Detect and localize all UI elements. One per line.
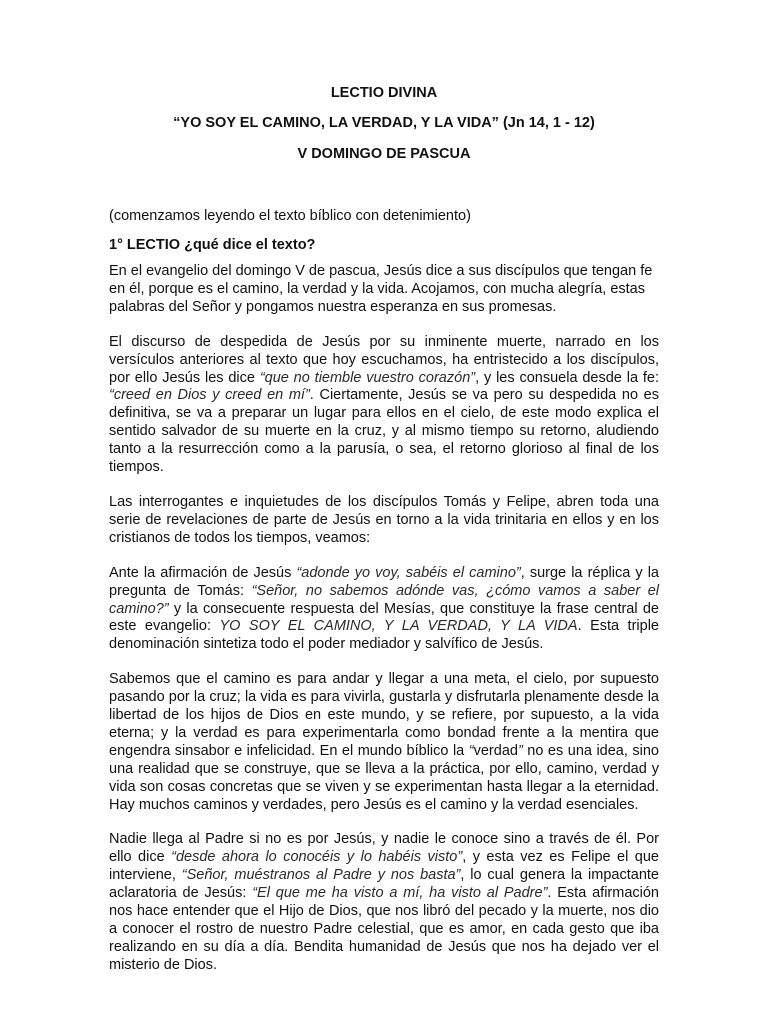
paragraph-5-text-e: no es una idea, sino una realidad que se construye, que se lleva a la práctica, por ello, camino, verdad y vida son cosas concretas que se viven y se experimentan hasta llegar a la eternidad. Hay muchos caminos y verdades, pero Jesús es el camino y la verdad esenciales.: [109, 742, 659, 813]
quote-tomas: “Señor, no sabemos adónde vas, ¿cómo vamos a saber el camino?”: [109, 582, 660, 617]
intro-note: (comenzamos leyendo el texto bíblico con detenimiento): [109, 208, 471, 224]
paragraph-4-text-g: . Esta triple denominación sintetiza todo el poder mediador y salvífico de Jesús.: [109, 618, 659, 653]
paragraph-2: [109, 334, 659, 477]
quote-desde-ahora: “desde ahora lo conocéis y lo habéis visto”: [171, 849, 463, 866]
document-subtitle: “YO SOY EL CAMINO, LA VERDAD, Y LA VIDA” (Jn 14, 1 - 12): [173, 115, 595, 131]
paragraph-6-text-e: , lo cual genera la impactante aclaratoria de Jesús:: [109, 867, 659, 902]
paragraph-4-text-a: Ante la afirmación de Jesús: [109, 564, 297, 581]
paragraph-2-text-c: , y les consuela desde la fe:: [475, 369, 659, 386]
quote-no-tiemble: “que no tiemble vuestro corazón”: [259, 369, 476, 386]
paragraph-6: [109, 831, 659, 974]
paragraph-4: [109, 565, 659, 655]
paragraph-5: [109, 671, 659, 814]
quote-open: “: [468, 742, 474, 759]
paragraph-4-text-e: y la consecuente respuesta del Mesías, que constituye la frase central de este evangelio:: [109, 600, 659, 635]
document-occasion: V DOMINGO DE PASCUA: [297, 146, 471, 162]
section-heading: 1° LECTIO ¿qué dice el texto?: [109, 237, 316, 253]
paragraph-6-text-a: Nadie llega al Padre si no es por Jesús, y nadie le conoce sino a través de él. Por ello dice: [109, 831, 659, 866]
paragraph-6-text-c: , y esta vez es Felipe el que interviene,: [109, 849, 659, 884]
quote-yo-soy-el-camino: YO SOY EL CAMINO, Y LA VERDAD, Y LA VIDA: [219, 618, 578, 635]
paragraph-4-text-c: , surge la réplica y la pregunta de Tomás:: [109, 564, 659, 599]
paragraph-1: En el evangelio del domingo V de pascua, Jesús dice a sus discípulos que tengan fe en él, porque es el camino, la verdad y la vida. Acojamos, con mucha alegría, estas palabras del Señor y pongamos nuestra esperanza en sus promesas.: [109, 263, 653, 315]
document-title: LECTIO DIVINA: [330, 85, 438, 101]
quote-adonde-yo-voy: “adonde yo voy, sabéis el camino”: [296, 564, 521, 581]
paragraph-3: Las interrogantes e inquietudes de los discípulos Tomás y Felipe, abren toda una serie de revelaciones de parte de Jesús en torno a la vida trinitaria en ellos y en los cristianos de todos los tiempos, veamos:: [109, 493, 659, 546]
paragraph-6-text-g: . Esta afirmación nos hace entender que el Hijo de Dios, que nos libró del pecado y la muerte, nos dio a conocer el rostro de nuestro Padre celestial, que es amor, en cada gesto que iba realizando en su día a día. Bendita humanidad de Jesús que nos ha dejado ver el misterio de Dios.: [109, 885, 659, 973]
quote-close: ”: [517, 742, 523, 759]
word-verdad: verdad: [473, 742, 518, 759]
document-page: [109, 84, 659, 975]
paragraph-2-text-e: . Ciertamente, Jesús se va pero su despedida no es definitiva, se va a preparar un lugar para ellos en el cielo, de este modo explica el sentido salvador de su muerte en la cruz, y al mismo tiempo su retorno, aludiendo tanto a la resurrección como a la parusía, o sea, el retorno glorioso al final de los tiempos.: [109, 387, 659, 476]
quote-felipe: “Señor, muéstranos al Padre y nos basta”: [181, 867, 461, 884]
quote-el-que-me-ha-visto: “El que me ha visto a mí, ha visto al Padre”: [252, 885, 548, 902]
quote-creed-en-dios: “creed en Dios y creed en mí”: [109, 387, 310, 404]
paragraph-2-text-a: El discurso de despedida de Jesús por su inminente muerte, narrado en los versículos anteriores al texto que hoy escuchamos, ha entristecido a los discípulos, por ello Jesús les dice: [109, 333, 659, 386]
paragraph-5-text-a: Sabemos que el camino es para andar y llegar a una meta, el cielo, por supuesto pasando por la cruz; la vida es para vivirla, gustarla y disfrutarla plenamente desde la libertad de los hijos de Dios en este mundo, y se refiere, por supuesto, a la vida eterna; y la verdad es para experimentarla como bondad frente a la mentira que engendra sinsabor e infelicidad. En el mundo bíblico la: [109, 671, 659, 759]
